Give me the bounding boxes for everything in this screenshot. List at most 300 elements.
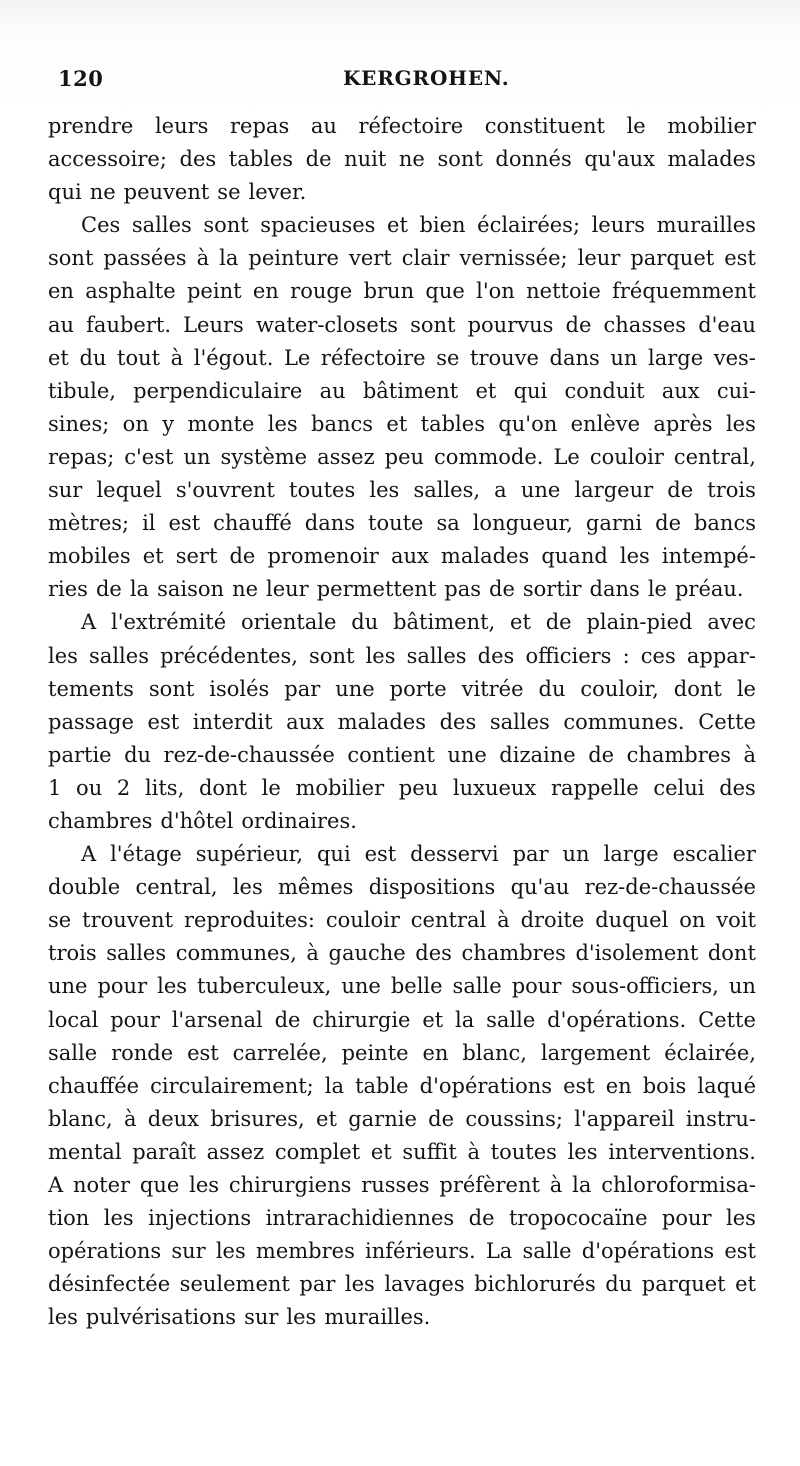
word: a — [494, 478, 507, 503]
word: : — [622, 643, 630, 668]
text-line — [48, 838, 756, 871]
word: leurs — [154, 114, 209, 138]
word: nuit — [344, 147, 387, 172]
word: deux — [147, 1106, 200, 1131]
word: injections — [148, 1206, 252, 1231]
word: blanc, — [462, 1040, 527, 1065]
text-line — [48, 143, 756, 176]
word: les — [48, 1305, 78, 1330]
word: de — [468, 1206, 495, 1231]
word: pour — [661, 1206, 712, 1231]
word: et — [387, 213, 408, 238]
word: aux — [661, 378, 700, 403]
word: ces — [640, 643, 676, 668]
word: vert — [348, 246, 392, 271]
word: dans — [589, 577, 640, 602]
word: appar- — [686, 643, 756, 668]
word: lavages — [384, 1272, 465, 1297]
word: opérations — [48, 1239, 162, 1264]
word: sont — [48, 246, 94, 271]
text-line — [48, 342, 756, 375]
word: sert — [175, 544, 218, 569]
word: large — [603, 842, 659, 867]
word: A — [81, 842, 97, 867]
word: les — [619, 544, 650, 569]
word: sont — [148, 676, 195, 701]
word: salles — [489, 709, 550, 734]
word: ou — [76, 775, 103, 800]
word: y — [162, 411, 175, 436]
word: de — [588, 742, 615, 767]
word: en — [422, 1040, 449, 1065]
word: la — [129, 577, 150, 602]
word: bichlorurés — [474, 1272, 596, 1297]
word: et — [422, 1007, 444, 1032]
word: leurs — [591, 213, 646, 238]
word: vernissée; — [459, 246, 568, 271]
word: une — [447, 742, 487, 767]
word: les — [286, 1305, 317, 1330]
word: carrelée, — [232, 1040, 328, 1065]
word: sont — [410, 312, 456, 337]
word: salles — [406, 643, 467, 668]
word: assez — [206, 1139, 265, 1164]
word: conduit — [564, 378, 645, 403]
word: duquel — [595, 908, 669, 933]
word: rouge — [290, 279, 353, 304]
word: intrarachidiennes — [265, 1206, 455, 1231]
word: coussins; — [465, 1106, 563, 1131]
word: instru- — [685, 1106, 756, 1131]
word: on — [122, 411, 149, 436]
word: et — [48, 345, 69, 370]
word: largeur — [574, 478, 654, 503]
word: Cette — [698, 709, 756, 734]
word: un — [610, 345, 638, 370]
word: bancs — [311, 411, 374, 436]
word: salle — [522, 1239, 572, 1264]
word: bâtiment — [362, 378, 459, 403]
word: au — [319, 378, 346, 403]
word: membres — [255, 1239, 355, 1264]
word: contient — [347, 742, 435, 767]
word: l'appareil — [574, 1106, 675, 1131]
word: desservi — [410, 842, 499, 867]
word: les — [344, 1272, 375, 1297]
word: fréquemment — [612, 279, 756, 304]
word: par — [512, 842, 549, 867]
word: le — [647, 577, 667, 602]
word: et — [386, 411, 408, 436]
word: est — [563, 1073, 595, 1098]
text-line — [48, 375, 756, 408]
word: escalier — [672, 842, 756, 867]
word: permettent — [316, 577, 437, 602]
word: double — [48, 875, 121, 900]
word: réfectoire — [358, 114, 464, 138]
word: central — [410, 908, 487, 933]
word: aux — [286, 709, 325, 734]
word: murailles. — [324, 1305, 431, 1330]
word: perpendiculaire — [133, 378, 303, 403]
word: leur — [266, 577, 309, 602]
word: est — [187, 1040, 219, 1065]
word: salles — [89, 643, 149, 668]
word: chauffée — [48, 1073, 140, 1098]
word: de — [305, 147, 332, 172]
word: peu — [384, 444, 425, 469]
word: garnie — [348, 1106, 417, 1131]
word: salles, — [413, 478, 481, 503]
word: ne — [398, 147, 425, 172]
word: rez-de-chaussée — [584, 875, 756, 900]
word: les — [725, 411, 756, 436]
word: ries — [48, 577, 88, 602]
word: des — [415, 941, 452, 966]
word: les — [365, 643, 396, 668]
word: qu'au — [510, 875, 570, 900]
word: salles — [131, 213, 192, 238]
word: Cette — [698, 1007, 756, 1032]
word: il — [142, 511, 156, 536]
word: trois — [707, 478, 756, 503]
word: noter — [73, 1173, 131, 1197]
word: garni — [585, 511, 643, 536]
word: aux — [390, 544, 429, 569]
word: pas — [444, 577, 482, 602]
word: au — [48, 312, 75, 337]
text-line — [48, 871, 756, 904]
word: à — [306, 941, 319, 966]
word: toutes — [289, 478, 356, 503]
word: brun — [363, 279, 415, 304]
word: pourvus — [467, 312, 554, 337]
word: Le — [553, 444, 580, 469]
word: l'arsenal — [171, 1007, 263, 1032]
word: à — [549, 1173, 563, 1197]
word: dont — [198, 775, 247, 800]
word: accessoire; — [48, 147, 167, 172]
word: couloir — [325, 908, 400, 933]
word: ne — [89, 180, 116, 205]
word: la — [572, 1173, 592, 1197]
word: salle — [48, 1040, 98, 1065]
text-line — [48, 606, 756, 639]
word: dont — [707, 941, 756, 966]
text-line — [48, 1004, 756, 1037]
word: est — [724, 1239, 756, 1264]
text-line — [48, 1070, 756, 1103]
word: de — [565, 312, 592, 337]
text-line — [48, 176, 756, 209]
word: couloir, — [580, 676, 659, 701]
word: passage — [48, 709, 134, 734]
word: est — [147, 709, 180, 734]
word: supérieur, — [195, 842, 304, 867]
word: sines; — [48, 411, 110, 436]
word: parquet — [641, 1272, 726, 1297]
word: et — [510, 610, 531, 635]
word: couloir — [589, 444, 664, 469]
word: du — [79, 345, 107, 370]
word: A — [81, 610, 97, 635]
word: brisures, — [210, 1106, 305, 1131]
word: du — [124, 742, 152, 767]
word: à — [123, 1106, 137, 1131]
text-line — [48, 673, 756, 706]
word: tibule, — [48, 378, 116, 403]
word: pour — [110, 1007, 160, 1032]
word: précédentes, — [160, 643, 298, 668]
word: sa — [436, 511, 460, 536]
text-line — [48, 1169, 756, 1202]
word: droite — [520, 908, 585, 933]
word: A — [48, 1173, 64, 1197]
word: prendre — [48, 114, 134, 138]
word: les — [726, 1206, 756, 1231]
word: communes. — [563, 709, 685, 734]
word: pulvérisations — [85, 1305, 237, 1330]
text-line — [48, 242, 756, 275]
word: se — [217, 180, 241, 205]
word: quand — [541, 544, 608, 569]
word: communes, — [175, 941, 297, 966]
word: par — [284, 676, 321, 701]
word: salle — [486, 1007, 536, 1032]
word: commode. — [434, 444, 544, 469]
word: sur — [48, 478, 83, 503]
word: paraît — [132, 1139, 196, 1164]
word: dans — [549, 345, 600, 370]
word: les — [48, 643, 78, 668]
word: tuberculeux, — [197, 974, 332, 999]
word: central, — [135, 875, 218, 900]
word: un — [562, 842, 590, 867]
word: une — [48, 974, 88, 999]
word: qui — [316, 842, 351, 867]
word: vitrée — [461, 676, 524, 701]
word: isolés — [209, 676, 270, 701]
word: que — [425, 279, 465, 304]
word: chauffé — [213, 511, 292, 536]
word: mental — [48, 1139, 122, 1164]
body-text — [48, 110, 756, 1334]
word: chambres — [461, 941, 566, 966]
word: malades — [337, 709, 426, 734]
word: bois — [642, 1073, 687, 1098]
word: préau. — [674, 577, 744, 602]
word: trouvent — [82, 908, 174, 933]
word: dans — [304, 511, 356, 536]
word: désinfectée — [48, 1272, 171, 1297]
text-line — [48, 1136, 756, 1169]
word: les — [369, 478, 400, 503]
word: l'extrémité — [111, 610, 227, 635]
word: un — [183, 444, 211, 469]
text-line — [48, 904, 756, 937]
word: sont — [437, 147, 483, 172]
word: belle — [390, 974, 443, 999]
word: officiers — [525, 643, 612, 668]
word: s'ouvrent — [175, 478, 275, 503]
word: large — [648, 345, 704, 370]
word: d'opérations. — [547, 1007, 687, 1032]
word: une — [335, 676, 375, 701]
word: chasses — [603, 312, 687, 337]
word: avec — [707, 610, 756, 635]
text-line — [48, 441, 756, 474]
word: voit — [716, 908, 756, 933]
word: d'eau — [698, 312, 756, 337]
word: trois — [48, 941, 97, 966]
text-line — [48, 772, 756, 805]
word: malades — [667, 147, 756, 172]
word: ves- — [713, 345, 756, 370]
word: on — [679, 908, 706, 933]
word: lequel — [96, 478, 162, 503]
word: suffit — [402, 1139, 457, 1164]
word: se — [436, 345, 460, 370]
word: interventions. — [608, 1139, 756, 1164]
running-title: KERGROHEN. — [343, 66, 510, 90]
word: par — [299, 1272, 336, 1297]
word: lever. — [248, 180, 307, 205]
word: d'hôtel — [160, 808, 234, 833]
word: l'étage — [110, 842, 182, 867]
word: après — [653, 411, 713, 436]
word: chambres — [626, 742, 731, 767]
word: dont — [673, 676, 722, 701]
word: reproduites: — [183, 908, 315, 933]
word: tables — [420, 411, 485, 436]
word: le — [261, 775, 281, 800]
word: de — [95, 577, 122, 602]
text-line — [48, 110, 756, 143]
word: La — [485, 1239, 513, 1264]
text-line — [48, 573, 756, 606]
word: du — [538, 676, 566, 701]
word: et — [142, 544, 164, 569]
word: de — [428, 1106, 455, 1131]
word: d'isolement — [575, 941, 699, 966]
word: Le — [283, 345, 311, 370]
word: local — [48, 1007, 99, 1032]
text-line — [48, 540, 756, 573]
word: à — [743, 742, 756, 767]
word: les — [189, 1173, 220, 1197]
word: passées — [103, 246, 187, 271]
word: 2 — [116, 775, 131, 800]
word: saison — [157, 577, 225, 602]
word: sur — [244, 1305, 279, 1330]
word: malades — [440, 544, 530, 569]
word: ronde — [111, 1040, 174, 1065]
text-line — [48, 1301, 756, 1334]
word: bien — [419, 213, 466, 238]
word: mobilier — [295, 775, 385, 800]
word: mètres; — [48, 511, 130, 536]
text-line — [48, 706, 756, 739]
word: de — [655, 511, 681, 536]
word: promenoir — [267, 544, 379, 569]
word: à — [170, 345, 184, 370]
word: seulement — [179, 1272, 290, 1297]
word: dizaine — [499, 742, 576, 767]
word: à — [497, 908, 510, 933]
word: tables — [228, 147, 294, 172]
word: réfectoire — [320, 345, 426, 370]
word: de — [274, 1007, 301, 1032]
word: qui — [513, 378, 548, 403]
word: bâtiment, — [393, 610, 496, 635]
word: mobiles — [48, 544, 131, 569]
word: au — [310, 114, 337, 138]
word: 1 — [48, 775, 62, 800]
word: ordinaires. — [241, 808, 357, 833]
word: la — [455, 1007, 475, 1032]
text-line — [48, 640, 756, 673]
word: orientale — [241, 610, 337, 635]
word: bancs — [693, 511, 756, 536]
word: celui — [653, 775, 705, 800]
word: circulairement; — [150, 1073, 314, 1098]
word: qu'on — [498, 411, 558, 436]
word: inférieurs. — [365, 1239, 476, 1264]
word: salle — [452, 974, 502, 999]
word: le — [736, 676, 756, 701]
word: d'opérations — [581, 1239, 715, 1264]
word: repas — [230, 114, 290, 138]
word: luxueux — [452, 775, 537, 800]
word: plain-pied — [586, 610, 693, 635]
word: clair — [401, 246, 450, 271]
word: central, — [673, 444, 756, 469]
word: et — [475, 378, 497, 403]
word: et — [316, 1106, 337, 1131]
word: rez-de-chaussée — [163, 742, 335, 767]
word: est — [724, 246, 756, 271]
word: c'est — [124, 444, 174, 469]
word: asphalte — [85, 279, 176, 304]
word: préfèrent — [439, 1173, 540, 1197]
word: pour — [97, 974, 148, 999]
word: donnés — [495, 147, 572, 172]
word: Ces — [81, 213, 121, 238]
word: le — [626, 114, 646, 138]
word: water-closets — [255, 312, 398, 337]
word: trouve — [470, 345, 539, 370]
word: partie — [48, 742, 112, 767]
word: de — [489, 577, 515, 602]
word: peuvent — [123, 180, 210, 205]
word: faubert. — [86, 312, 171, 337]
word: les — [567, 1139, 598, 1164]
word: assez — [317, 444, 375, 469]
word: porte — [389, 676, 447, 701]
word: tropococaïne — [508, 1206, 648, 1231]
text-line — [48, 1037, 756, 1070]
word: peint — [186, 279, 242, 304]
text-line — [48, 1268, 756, 1301]
word: de — [229, 544, 256, 569]
word: sont — [203, 213, 249, 238]
word: interdit — [192, 709, 273, 734]
word: blanc, — [48, 1106, 113, 1131]
word: des — [477, 643, 515, 668]
word: les — [103, 1206, 134, 1231]
word: monte — [187, 411, 255, 436]
word: largement — [540, 1040, 651, 1065]
